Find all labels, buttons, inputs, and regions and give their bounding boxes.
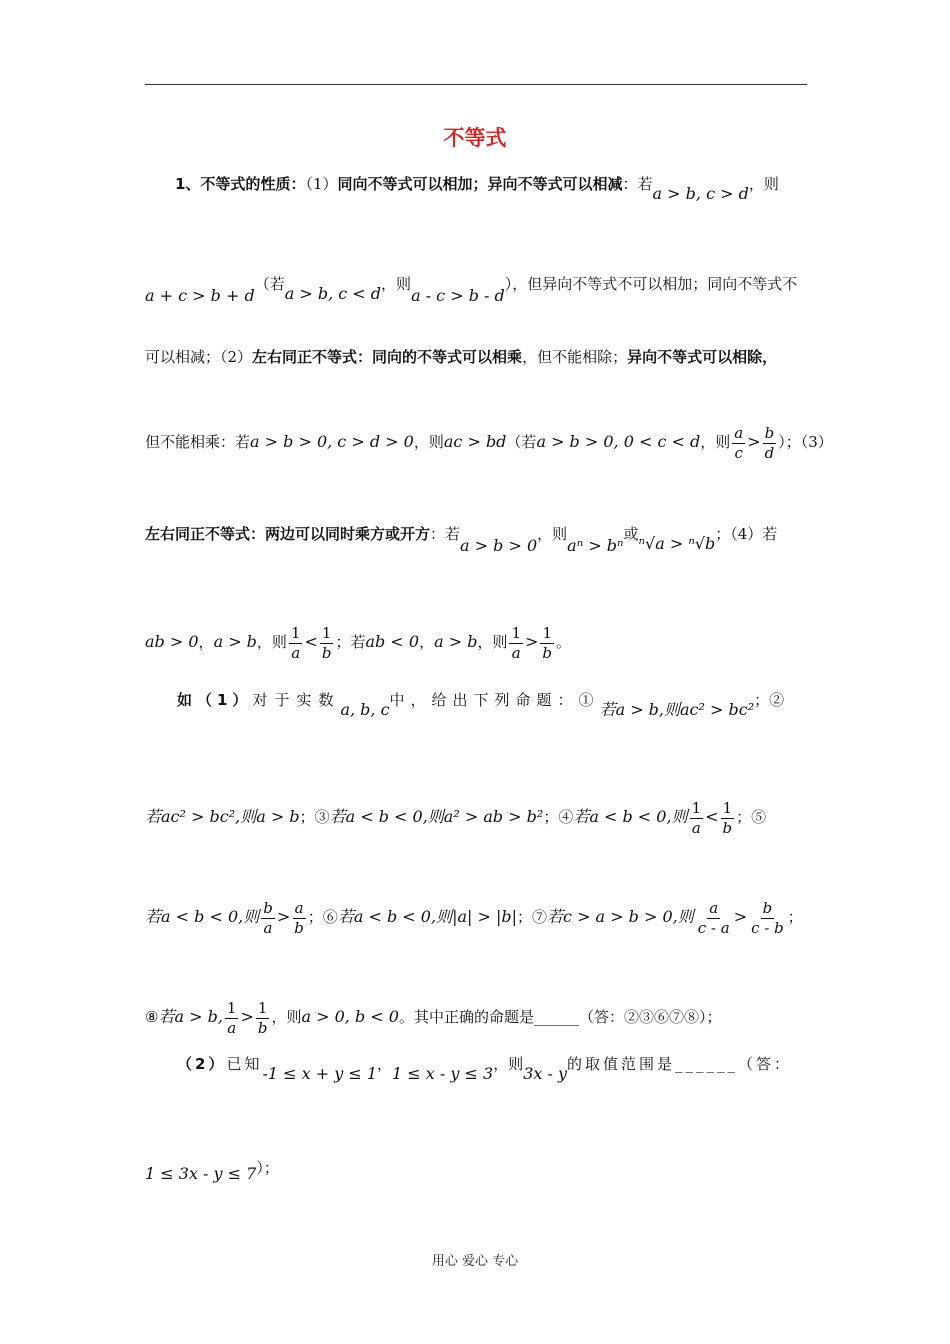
text: ，则 [700,433,731,451]
paragraph-1 [175,175,779,203]
text: ，但不能相除； [522,348,628,366]
text: ）； [256,1159,279,1177]
text: ， [377,1055,393,1073]
text: ），但异向不等式不可以相加；同向不等式不 [504,275,798,293]
text: 已知 [226,1055,263,1073]
math: 若a < b < 0,则 [145,907,260,926]
fraction: $\frac{1}{a}$ [290,624,301,662]
math: 若ac² > bc²,则a > b [145,807,300,826]
math: < [304,632,318,651]
math: ⁿ√a > ⁿ√b [638,534,716,553]
math: < [705,807,719,826]
math: 若a < b < 0,则a² > ab > b² [329,807,544,826]
bold-text: （2） [177,1055,227,1073]
math: > [240,1007,254,1026]
math: 若a < b < 0,则|a| > |b| [337,907,517,926]
math: a > b [434,632,478,651]
page-footer: 用心 爱心 专心 [431,1254,519,1269]
fraction: $\frac{1}{b}$ [542,624,553,662]
text: 对于实数 [252,691,341,709]
text: 中，给出下列命题：① [389,691,600,709]
text: ； [787,908,803,926]
math: a > b > 0 [460,536,538,555]
paragraph-2 [145,275,798,305]
fraction: $\frac{a}{c}$ [734,424,744,462]
fraction: $\frac{1}{a}$ [511,624,521,662]
text: ，则 [413,433,444,451]
fraction: $\frac{b}{c - b}$ [751,899,784,937]
math: 1 ≤ 3x - y ≤ 7 [145,1164,257,1183]
math: a, b, c [340,700,390,719]
fraction: $\frac{1}{b}$ [321,624,332,662]
math: 若a > b, [158,1007,223,1026]
math: ac > bd [443,432,507,451]
text: ，则 [537,525,568,543]
paragraph-9 [145,900,803,936]
math: 若a > b,则ac² > bc² [599,700,755,719]
bold-text: 同向不等式可以相加；异向不等式可以相减 [337,175,623,193]
math: ab > 0 [145,632,199,651]
header-rule [145,84,807,85]
text: ：若 [622,175,653,193]
text: ，则 [493,1055,524,1073]
math: 3x - y [523,1064,568,1083]
fraction: $\frac{1}{a}$ [691,799,702,837]
text: ，则 [271,1008,302,1026]
fraction: $\frac{b}{d}$ [764,424,775,462]
paragraph-6 [145,625,571,661]
paragraph-5 [145,525,778,555]
math: a > b [213,632,257,651]
text: ，则 [256,633,287,651]
text: 可以相减；（2） [145,348,253,366]
math: > [733,907,748,926]
text: （若 [506,433,537,451]
math: a + c > b + d [145,286,255,305]
text: 或 [623,525,639,543]
math: > [276,907,291,926]
paragraph-7 [177,691,785,719]
math: a > b, c < d [284,284,382,303]
text: ；③ [299,808,330,826]
math: a > 0, b < 0 [301,1007,399,1026]
paragraph-4 [145,425,833,461]
text: ；⑤ [736,808,767,826]
text: 。 [556,633,572,651]
text: ；④ [543,808,574,826]
text: 。其中正确的命题是______（答：②③⑥⑦⑧）； [398,1008,722,1026]
text: ⑧ [145,1008,159,1026]
math: a - c > b - d [411,286,505,305]
text: ）；（3） [778,433,833,451]
text: 但不能相乘：若 [145,433,251,451]
text: ， [198,633,214,651]
math: > [747,432,761,451]
fraction: $\frac{1}{a}$ [226,999,237,1037]
math: 1 ≤ x - y ≤ 3 [392,1064,494,1083]
text: ，则 [381,275,412,293]
fraction: $\frac{a}{c - a}$ [697,899,730,937]
math: 若c > a > b > 0,则 [547,907,694,926]
bold-text: 异向不等式可以相除， [627,348,778,366]
bold-text: 左右同正不等式：同向的不等式可以相乘 [252,348,523,366]
fraction: $\frac{a}{b}$ [294,899,304,937]
math: ab < 0 [365,632,420,651]
paragraph-3 [145,350,777,365]
text: ；⑥ [307,908,338,926]
section-heading: 1、不等式的性质： [175,175,306,193]
text: ，则 [477,633,508,651]
text: ；若 [335,633,366,651]
math: 若a < b < 0,则 [573,807,688,826]
text: ， [419,633,435,651]
page-title: 不等式 [443,126,507,150]
text: ：若 [430,525,461,543]
math: a > b > 0, 0 < c < d [536,432,701,451]
text: ；⑦ [517,908,548,926]
text: ；（4）若 [715,525,778,543]
paragraph-12 [145,1159,279,1183]
bold-text: 如（1） [177,691,253,709]
paragraph-11 [177,1055,793,1083]
math: a > b, c > d [652,184,749,203]
text: （若 [254,275,285,293]
fraction: $\frac{b}{a}$ [263,899,273,937]
fraction: $\frac{1}{b}$ [722,799,733,837]
paragraph-10 [145,1000,721,1036]
math: > [525,632,539,651]
math: -1 ≤ x + y ≤ 1 [262,1064,378,1083]
text: （1） [305,175,338,193]
math: aⁿ > bⁿ [567,536,624,555]
fraction: $\frac{1}{b}$ [257,999,268,1037]
math: a > b > 0, c > d > 0 [250,432,414,451]
text: 的取值范围是______（答： [567,1055,793,1073]
text: ；② [754,691,785,709]
bold-text: 左右同正不等式：两边可以同时乘方或开方 [145,525,431,543]
text: ，则 [748,175,779,193]
paragraph-8 [145,800,766,836]
